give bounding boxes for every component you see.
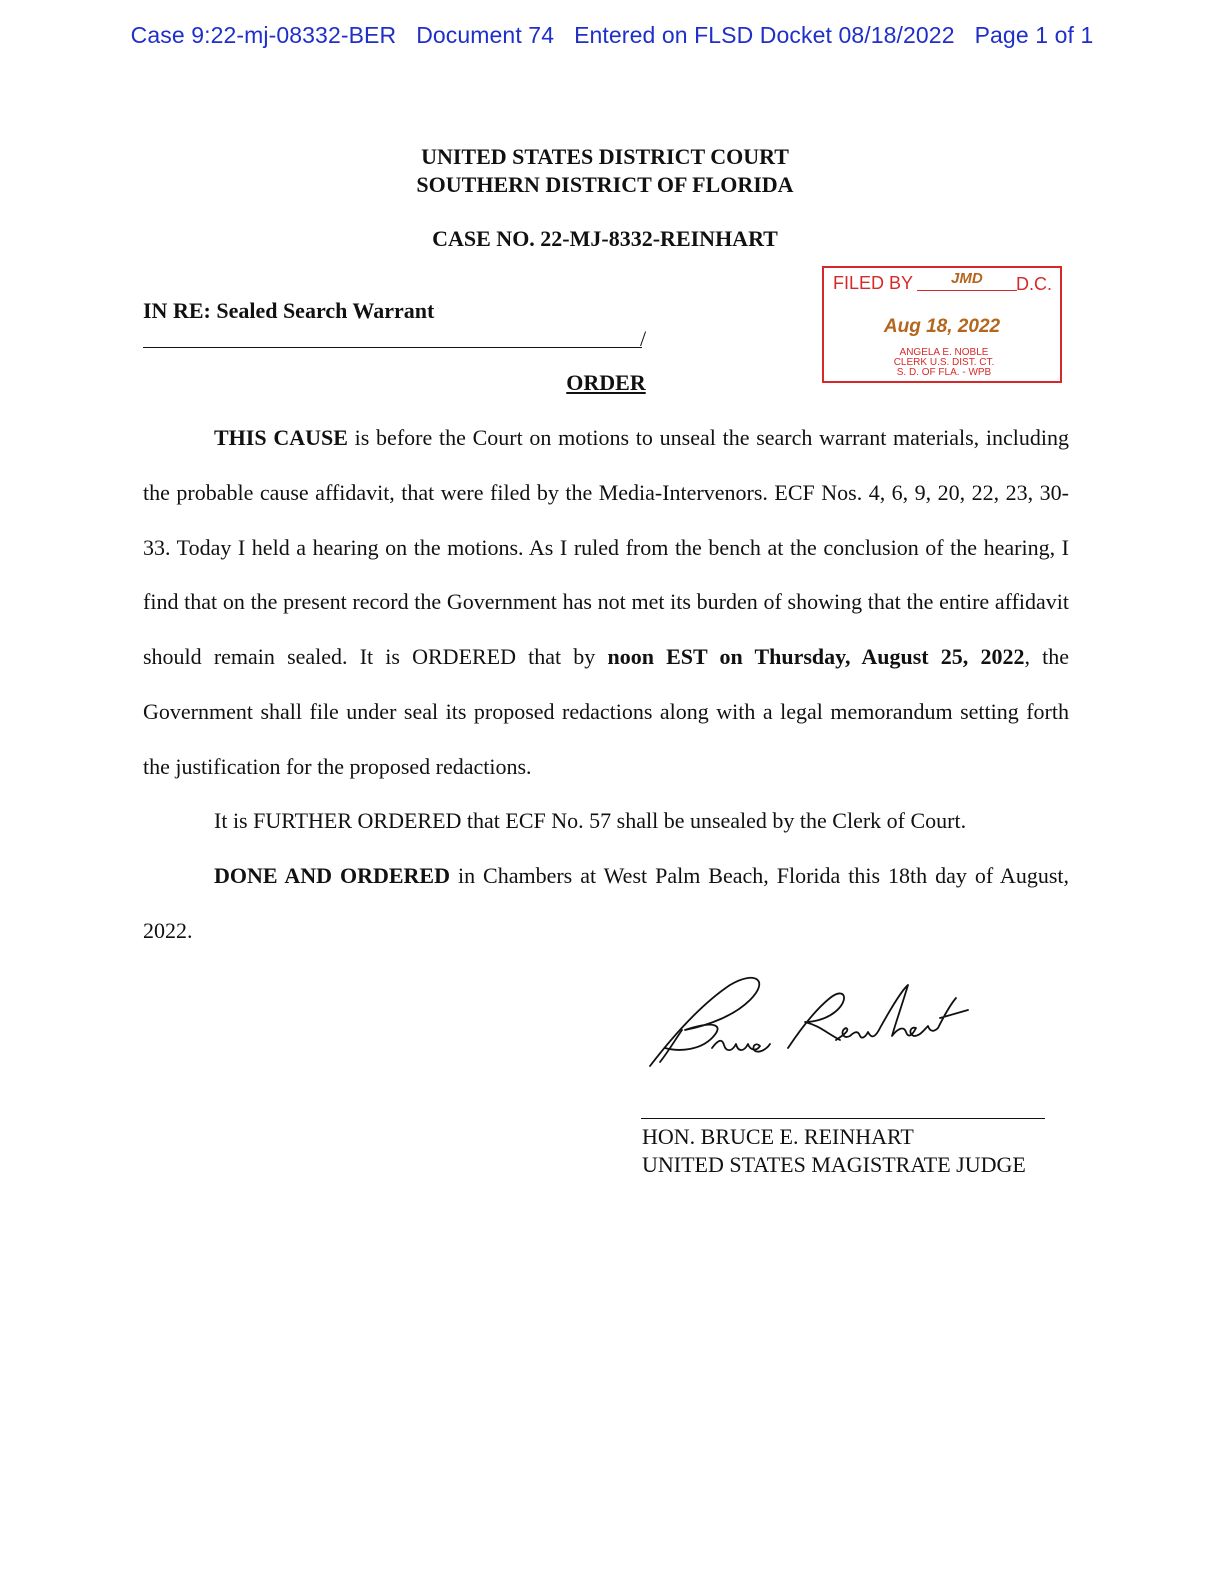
- court-name: UNITED STATES DISTRICT COURT: [421, 144, 789, 169]
- filed-by-rule: [917, 290, 1017, 291]
- docket-header: [0, 22, 1224, 49]
- done-and-ordered-lead: DONE AND ORDERED: [214, 863, 450, 888]
- order-title: ORDER: [566, 370, 646, 395]
- signature-rule: [641, 1118, 1045, 1119]
- paragraph-1-text-a: is before the Court on motions to unseal the search warrant materials, including the probable cause affidavit, that were filed by the Media-Intervenors. ECF Nos. 4, 6, 9, 20, 22, 23, 30-33. Today I held a hearing on the motions. As I ruled from the bench at the conclusion of the hearing, I find that on the present record the Government has not met its burden of showing that the entire affidavit should remain sealed. It is ORDERED that by: [143, 425, 1070, 670]
- clerk-title: CLERK U.S. DIST. CT.: [893, 357, 995, 368]
- court-heading: [0, 143, 1210, 199]
- case-number: CASE NO. 22-MJ-8332-REINHART: [432, 226, 778, 251]
- this-cause-lead: THIS CAUSE: [214, 425, 348, 450]
- docket-case-number: Case 9:22-mj-08332-BER: [130, 22, 397, 48]
- paragraph-3-text: in Chambers at West Palm Beach, Florida this 18th day of August, 2022.: [143, 863, 1069, 943]
- filed-initials: JMD: [951, 270, 983, 287]
- paragraph-1-text-b: , the Government shall file under seal its proposed redactions along with a legal memorandum setting forth the justification for the proposed redactions.: [143, 644, 1069, 779]
- clerk-district: S. D. OF FLA. - WPB: [896, 367, 992, 378]
- judge-signature-block: [642, 1123, 1026, 1179]
- filed-date: Aug 18, 2022: [883, 316, 1001, 337]
- filed-dc: D.C.: [1016, 274, 1052, 294]
- order-paragraph-3: [143, 849, 1069, 959]
- order-paragraph-1: [143, 411, 1069, 795]
- judge-title: UNITED STATES MAGISTRATE JUDGE: [642, 1152, 1026, 1177]
- handwritten-signature: [640, 970, 970, 1075]
- judge-name: HON. BRUCE E. REINHART: [642, 1124, 914, 1149]
- court-district: SOUTHERN DISTRICT OF FLORIDA: [416, 172, 794, 197]
- docket-page: Page 1 of 1: [974, 22, 1094, 48]
- in-re-caption: IN RE: Sealed Search Warrant: [143, 298, 435, 323]
- filed-by-label: FILED BY: [833, 273, 914, 293]
- filed-stamp: [822, 266, 1062, 383]
- caption-rule: [143, 347, 642, 348]
- clerk-name: ANGELA E. NOBLE: [899, 347, 989, 358]
- docket-document-number: Document 74: [416, 22, 555, 48]
- caption-slash: /: [640, 326, 647, 351]
- docket-entered: Entered on FLSD Docket 08/18/2022: [574, 22, 955, 48]
- deadline: noon EST on Thursday, August 25, 2022: [607, 644, 1025, 670]
- order-paragraph-2: It is FURTHER ORDERED that ECF No. 57 shall be unsealed by the Clerk of Court.: [214, 808, 967, 833]
